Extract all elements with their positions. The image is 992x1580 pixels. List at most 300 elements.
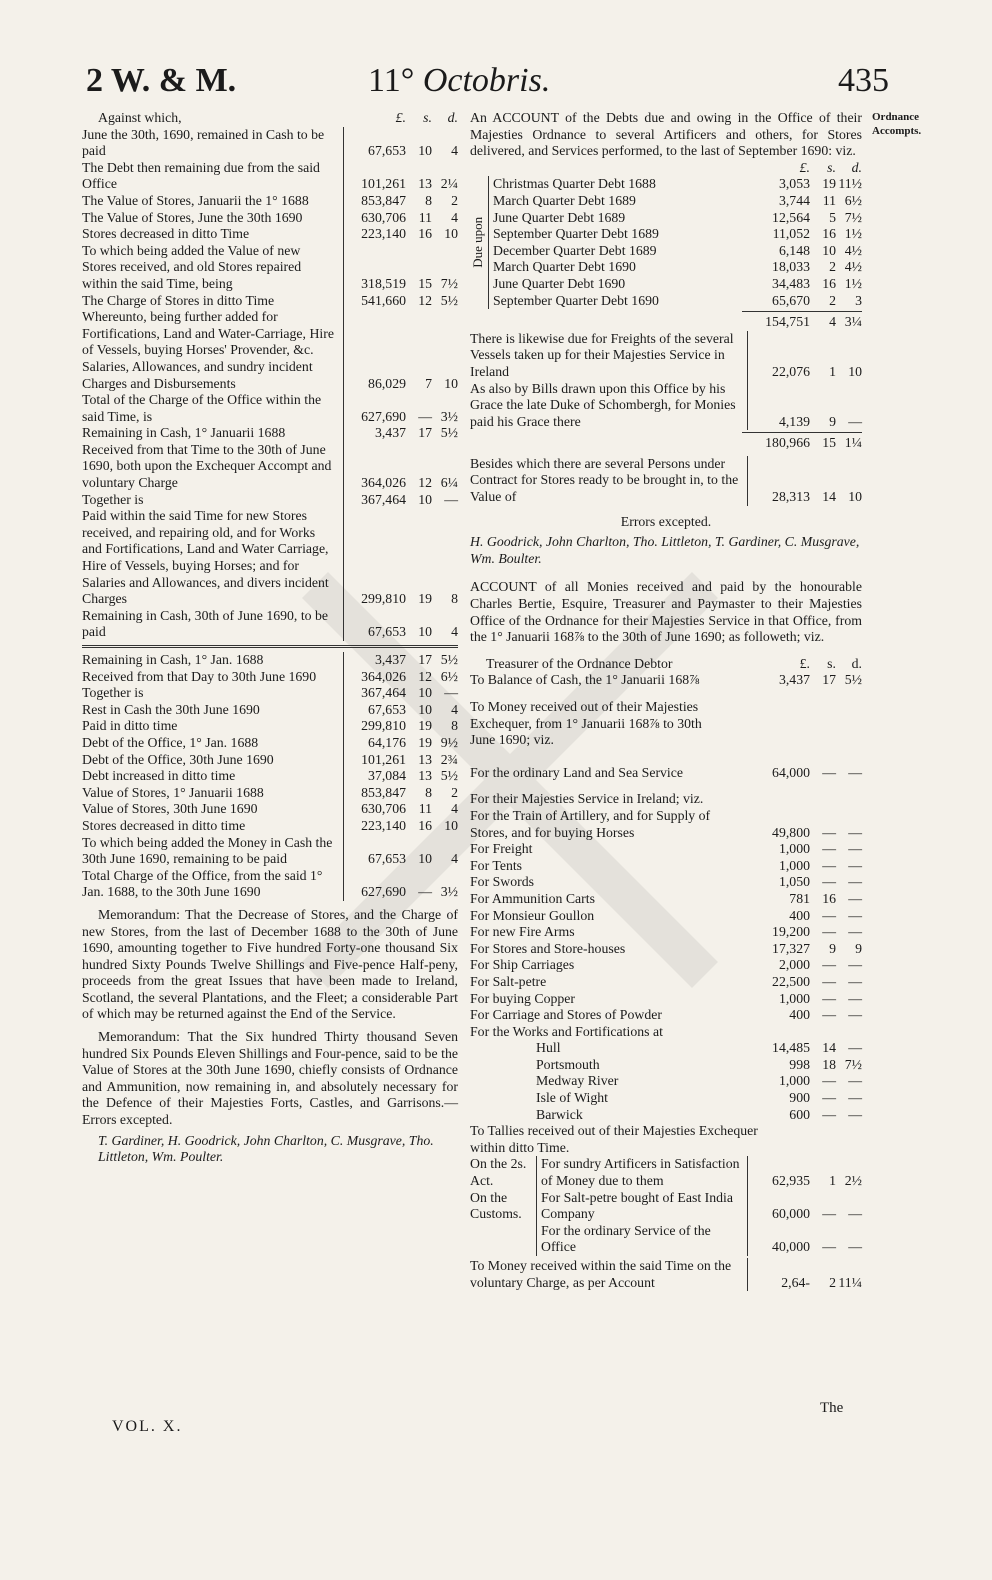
amount-pounds: 1,000	[778, 841, 810, 857]
row-label: Total of the Charge of the Office within the said Time, is	[82, 392, 344, 425]
amount-shillings: 13	[418, 768, 432, 784]
amount-pence: —	[848, 1090, 862, 1106]
row-label: There is likewise due for Freights of the several Vessels taken up for their Majesties Service in Ireland	[470, 331, 748, 381]
amount-shillings: 19	[418, 591, 432, 607]
amount-pence: 1½	[844, 275, 862, 291]
amount-shillings: —	[822, 824, 836, 840]
tally-row	[470, 1156, 862, 1189]
account-title: ACCOUNT of all Monies received and paid by the honourable Charles Bertie, Esquire, Treasurer and Paymaster to their Majesties Office of the Ordnance for their Majesties Service in that Office, from the 1° Januarii 168⅞ to the 30th of June 1690; as followeth; viz.	[470, 579, 862, 645]
row-label: Total Charge of the Office, from the said 1° Jan. 1688, to the 30th June 1690	[82, 868, 344, 901]
amount-pounds: 627,690	[361, 884, 406, 900]
works-row	[470, 1073, 862, 1090]
works-row	[470, 1040, 862, 1057]
col-shillings: s.	[827, 159, 836, 175]
amount-shillings: —	[822, 764, 836, 780]
ireland-row	[470, 891, 862, 908]
amount-pence: 4	[451, 143, 458, 159]
left-rows	[82, 127, 458, 641]
row-label: Paid in ditto time	[82, 718, 344, 735]
amount-pence: —	[848, 957, 862, 973]
amount-pence: —	[848, 973, 862, 989]
amount-pounds: 627,690	[361, 408, 406, 424]
due-upon-label: Due upon	[470, 217, 485, 269]
catchword: The	[820, 1400, 844, 1416]
col-pounds: £.	[799, 159, 810, 175]
amount-shillings: —	[822, 990, 836, 1006]
summary-row	[82, 768, 458, 785]
row-label: For the ordinary Service of the Office	[536, 1223, 748, 1256]
amount-pence: 4	[451, 801, 458, 817]
amount-pounds: 3,437	[778, 672, 810, 688]
amount-shillings: 2	[829, 292, 836, 308]
amount-pence: 11½	[838, 176, 862, 192]
amount-shillings: 4	[829, 314, 836, 330]
account-row	[82, 293, 458, 310]
amount-pence: 3½	[440, 884, 458, 900]
right-column	[470, 110, 862, 1291]
amount-pounds: 4,139	[778, 413, 810, 429]
amount-pence: 7½	[844, 1056, 862, 1072]
amount-pence: —	[848, 907, 862, 923]
amount-shillings: 11	[418, 801, 432, 817]
amount-pence: 8	[451, 591, 458, 607]
row-label: March Quarter Debt 1689	[493, 192, 636, 208]
ireland-row	[470, 957, 862, 974]
amount-pounds: 67,653	[368, 143, 406, 159]
amount-pence: —	[848, 924, 862, 940]
amount-pounds: 86,029	[368, 375, 406, 391]
debt-row	[493, 176, 862, 193]
header-center-num: 11°	[368, 62, 415, 99]
amount-pounds: 67,653	[368, 851, 406, 867]
amount-pounds: 364,026	[361, 668, 406, 684]
amount-pounds: 3,437	[374, 425, 406, 441]
amount-shillings: —	[822, 1206, 836, 1222]
col-pence: d.	[851, 159, 862, 175]
voluntary-row	[470, 1258, 862, 1291]
amount-pounds: 367,464	[361, 491, 406, 507]
col-pounds: £.	[395, 110, 406, 125]
amount-pence: —	[848, 990, 862, 1006]
amount-pence: —	[848, 1007, 862, 1023]
debt-row	[493, 226, 862, 243]
extra-row	[470, 331, 862, 381]
amount-pounds: 2,64-	[781, 1274, 810, 1290]
amount-pence: 1¼	[844, 435, 862, 451]
debt-row	[493, 243, 862, 260]
col-pence: d.	[851, 655, 862, 671]
row-label: For Salt-petre	[470, 973, 547, 989]
row-label: Portsmouth	[536, 1056, 600, 1072]
amount-shillings: 1	[829, 1173, 836, 1189]
amount-pounds: 67,653	[368, 701, 406, 717]
amount-shillings: 12	[418, 475, 432, 491]
volume-label: VOL. X.	[112, 1418, 183, 1435]
amount-pounds: 101,261	[361, 176, 406, 192]
account-row	[82, 127, 458, 160]
amount-pounds: 60,000	[772, 1206, 810, 1222]
row-label: Debt increased in ditto time	[82, 768, 344, 785]
amount-pence: 5½	[440, 652, 458, 667]
summary-row	[82, 685, 458, 702]
account-row	[82, 160, 458, 193]
tally-tag: On the Customs.	[470, 1189, 522, 1222]
amount-pounds: 64,000	[772, 764, 810, 780]
ireland-row	[470, 841, 862, 858]
amount-pence: 5½	[440, 768, 458, 784]
amount-shillings: —	[822, 957, 836, 973]
amount-pounds: 318,519	[361, 275, 406, 291]
margin-note	[872, 110, 921, 138]
account-row	[82, 608, 458, 641]
amount-pence: 7½	[440, 275, 458, 291]
amount-shillings: 11	[418, 209, 432, 225]
amount-shillings: —	[822, 1106, 836, 1122]
amount-pounds: 299,810	[361, 718, 406, 734]
amount-shillings: 7	[425, 375, 432, 391]
amount-pounds: 600	[789, 1106, 810, 1122]
balance-row	[470, 672, 862, 689]
row-label: To which being added the Value of new Stores received, and old Stores repaired within the said Time, being	[82, 243, 344, 293]
summary-row	[82, 801, 458, 818]
row-label: For Stores and Store-houses	[470, 940, 626, 956]
amount-pounds: 3,437	[374, 652, 406, 667]
right-col-heads	[470, 160, 862, 177]
row-label: For Swords	[470, 874, 535, 890]
amount-pence: —	[848, 824, 862, 840]
amount-pounds: 299,810	[361, 591, 406, 607]
row-label: June Quarter Debt 1689	[493, 209, 626, 225]
summary-row	[82, 868, 458, 901]
amount-pounds: 12,564	[772, 209, 810, 225]
amount-shillings: 18	[822, 1056, 836, 1072]
debts-list	[488, 176, 862, 309]
amount-pounds: 17,327	[772, 940, 810, 956]
works-row	[470, 1090, 862, 1107]
amount-shillings: 19	[822, 176, 836, 192]
account-row	[82, 210, 458, 227]
row-label: Together is	[82, 685, 344, 702]
row-label: Debt of the Office, 30th June 1690	[82, 752, 344, 769]
row-label: For new Fire Arms	[470, 924, 575, 940]
row-label: September Quarter Debt 1690	[493, 292, 659, 308]
debt-row	[493, 259, 862, 276]
header-center	[368, 62, 550, 100]
amount-shillings: 9	[829, 413, 836, 429]
amount-pounds: 853,847	[361, 784, 406, 800]
amount-pence: —	[848, 1040, 862, 1056]
amount-shillings: —	[822, 1007, 836, 1023]
summary-row	[82, 669, 458, 686]
amount-shillings: 16	[822, 890, 836, 906]
amount-pounds: 180,966	[765, 435, 810, 451]
header-center-word: Octobris.	[422, 62, 551, 99]
amount-pounds: 1,000	[778, 1073, 810, 1089]
row-label: Medway River	[536, 1073, 619, 1089]
extras-total-row	[470, 435, 862, 452]
amount-pounds: 367,464	[361, 685, 406, 701]
row-label: Received from that Time to the 30th of June 1690, both upon the Exchequer Accompt and voluntary Charge	[82, 442, 344, 492]
amount-pounds: 64,176	[368, 734, 406, 750]
margin-note-line: Accompts.	[872, 125, 922, 137]
amount-pence: 5½	[440, 425, 458, 441]
row-label: September Quarter Debt 1689	[493, 226, 659, 242]
amount-pounds: 28,313	[772, 489, 810, 505]
amount-shillings: —	[822, 1239, 836, 1255]
amount-pence: 3¼	[844, 314, 862, 330]
amount-shillings: 10	[418, 701, 432, 717]
summary-row	[82, 702, 458, 719]
row-label: For Monsieur Goullon	[470, 907, 595, 923]
extras-list	[470, 331, 862, 431]
amount-pence: 3	[855, 292, 862, 308]
amount-pence: 4½	[844, 242, 862, 258]
amount-pounds: 3,744	[778, 192, 810, 208]
double-rule	[82, 645, 458, 648]
ireland-row	[470, 908, 862, 925]
amount-pence: 6¼	[440, 475, 458, 491]
page-number: 435	[838, 62, 889, 99]
summary-row	[82, 718, 458, 735]
amount-pence: 10	[444, 817, 458, 833]
amount-shillings: 16	[418, 817, 432, 833]
amount-pence: 4	[451, 851, 458, 867]
row-label: Barwick	[536, 1106, 583, 1122]
row-label: For Freight	[470, 841, 533, 857]
amount-pounds: 630,706	[361, 801, 406, 817]
amount-shillings: 5	[829, 209, 836, 225]
amount-pence: 5½	[844, 672, 862, 688]
amount-shillings: 11	[822, 192, 836, 208]
amount-pence: —	[848, 1206, 862, 1222]
amount-shillings: —	[822, 841, 836, 857]
debt-row	[493, 276, 862, 293]
left-intro-row	[82, 110, 458, 127]
amount-shillings: —	[822, 924, 836, 940]
amount-shillings: 10	[418, 685, 432, 701]
row-label: Value of Stores, 30th June 1690	[82, 801, 344, 818]
amount-shillings: —	[418, 884, 432, 900]
works-head: For the Works and Fortifications at	[470, 1023, 663, 1039]
amount-pence: 4	[451, 624, 458, 640]
amount-pence: 3½	[440, 408, 458, 424]
row-label: Together is	[82, 492, 344, 509]
amount-pounds: 223,140	[361, 226, 406, 242]
debt-row	[493, 210, 862, 227]
row-label: For Tents	[470, 857, 523, 873]
amount-pence: 10	[848, 489, 862, 505]
amount-shillings: 14	[822, 489, 836, 505]
ireland-list	[470, 808, 862, 1024]
extra-row	[470, 381, 862, 431]
amount-pence: 4	[451, 701, 458, 717]
row-label: Hull	[536, 1040, 561, 1056]
amount-shillings: 16	[822, 275, 836, 291]
amount-pence: 2½	[844, 1173, 862, 1189]
row-label: For the Train of Artillery, and for Supply of Stores, and for buying Horses	[470, 807, 711, 840]
row-label: Christmas Quarter Debt 1688	[493, 176, 656, 192]
amount-pounds: 67,653	[368, 624, 406, 640]
row-label: As also by Bills drawn upon this Office by his Grace the late Duke of Schombergh, for Monies paid his Grace there	[470, 381, 748, 431]
amount-shillings: 16	[418, 226, 432, 242]
money-head: To Money received out of their Majesties Exchequer, from 1° Januarii 168⅞ to 30th June 1690; viz.	[470, 699, 702, 748]
row-label: Value of Stores, 1° Januarii 1688	[82, 785, 344, 802]
amount-shillings: 10	[418, 851, 432, 867]
ordinary-row	[470, 765, 862, 782]
amount-pence: 2¼	[440, 176, 458, 192]
margin-note-line: Ordnance	[872, 111, 920, 123]
row-label: Remaining in Cash, 1° Jan. 1688	[82, 652, 344, 669]
amount-pounds: 65,670	[772, 292, 810, 308]
amount-pounds: 11,052	[772, 226, 810, 242]
summary-row	[82, 652, 458, 669]
ireland-row	[470, 941, 862, 958]
account-row	[82, 425, 458, 442]
row-label: Whereunto, being further added for Fortifications, Land and Water-Carriage, Hire of Vessels, buying Horses' Provender, &c. Salaries, Allowances, and sundry incident Charges and Disbursements	[82, 309, 344, 392]
tallies-list	[470, 1156, 862, 1256]
summary-row	[82, 785, 458, 802]
debtor-head: Treasurer of the Ordnance Debtor	[486, 655, 673, 671]
amount-pounds: 19,200	[772, 924, 810, 940]
amount-pence: —	[848, 874, 862, 890]
amount-shillings: —	[822, 874, 836, 890]
amount-shillings: 12	[418, 292, 432, 308]
amount-pence: —	[848, 890, 862, 906]
right-signers: H. Goodrick, John Charlton, Tho. Littleton, T. Gardiner, C. Musgrave, Wm. Boulter.	[470, 534, 860, 566]
due-upon-block	[470, 176, 862, 309]
left-column	[82, 110, 458, 1166]
amount-shillings: 13	[418, 751, 432, 767]
errors-excepted: Errors excepted.	[620, 513, 712, 529]
amount-pounds: 62,935	[772, 1173, 810, 1189]
amount-pounds: 49,800	[772, 824, 810, 840]
amount-shillings: 19	[418, 718, 432, 734]
amount-pence: 2	[451, 784, 458, 800]
row-label: The Debt then remaining due from the said Office	[82, 160, 344, 193]
amount-shillings: 14	[822, 1040, 836, 1056]
amount-pounds: 998	[789, 1056, 810, 1072]
row-label: For Ammunition Carts	[470, 890, 595, 906]
row-label: For sundry Artificers in Satisfaction of Money due to them	[536, 1156, 748, 1189]
left-signers: T. Gardiner, H. Goodrick, John Charlton, C. Musgrave, Tho. Littleton, Wm. Poulter.	[98, 1132, 434, 1165]
amount-pounds: 40,000	[772, 1239, 810, 1255]
debts-title: An ACCOUNT of the Debts due and owing in the Office of their Majesties Ordnance to several Artificers and others, for Stores delivered, and Services performed, to the last of September 1690: viz.	[470, 110, 862, 159]
amount-shillings: 17	[418, 425, 432, 441]
amount-shillings: 8	[425, 784, 432, 800]
works-row	[470, 1057, 862, 1074]
amount-shillings: —	[822, 1073, 836, 1089]
amount-pence: 2	[451, 192, 458, 208]
amount-pounds: 101,261	[361, 751, 406, 767]
amount-pence: —	[848, 857, 862, 873]
amount-pounds: 781	[789, 890, 810, 906]
amount-shillings: 17	[418, 652, 432, 667]
amount-pence: —	[444, 491, 458, 507]
amount-pounds: 2,000	[778, 957, 810, 973]
amount-pounds: 22,076	[772, 363, 810, 379]
debt-row	[493, 193, 862, 210]
amount-pence: 5½	[440, 292, 458, 308]
amount-pence: 10	[848, 363, 862, 379]
tally-row	[470, 1190, 862, 1223]
row-label: Stores decreased in ditto time	[82, 818, 344, 835]
row-label: For Ship Carriages	[470, 957, 575, 973]
account-row	[82, 309, 458, 392]
amount-pence: 6½	[844, 192, 862, 208]
col-pence: d.	[447, 110, 458, 125]
row-label: June Quarter Debt 1690	[493, 275, 626, 291]
row-label: June the 30th, 1690, remained in Cash to be paid	[82, 127, 344, 160]
row-label: The Value of Stores, June the 30th 1690	[82, 210, 344, 227]
amount-shillings: 10	[418, 491, 432, 507]
row-label: Besides which there are several Persons under Contract for Stores ready to be brought in, to the Value of	[470, 456, 748, 506]
account-row	[82, 492, 458, 509]
amount-shillings: —	[822, 973, 836, 989]
amount-pence: —	[444, 685, 458, 701]
amount-shillings: 15	[822, 435, 836, 451]
amount-pounds: 18,033	[772, 259, 810, 275]
works-list	[470, 1040, 862, 1123]
summary-row	[82, 752, 458, 769]
ireland-row	[470, 874, 862, 891]
amount-shillings: 1	[829, 363, 836, 379]
amount-shillings: 13	[418, 176, 432, 192]
row-label: Stores decreased in ditto Time	[82, 226, 344, 243]
amount-pence: 8	[451, 718, 458, 734]
debtor-head-row	[470, 656, 862, 673]
row-label: The Charge of Stores in ditto Time	[82, 293, 344, 310]
amount-pounds: 22,500	[772, 973, 810, 989]
amount-shillings: 12	[418, 668, 432, 684]
amount-pounds: 400	[789, 1007, 810, 1023]
amount-pence: 9	[855, 940, 862, 956]
account-row	[82, 442, 458, 492]
account-row	[82, 392, 458, 425]
account-row	[82, 243, 458, 293]
row-label: The Value of Stores, Januarii the 1° 1688	[82, 193, 344, 210]
amount-pounds: 400	[789, 907, 810, 923]
row-label: To which being added the Money in Cash the 30th June 1690, remaining to be paid	[82, 835, 344, 868]
row-label: For buying Copper	[470, 990, 576, 1006]
row-label: December Quarter Debt 1689	[493, 242, 657, 258]
amount-pence: 11¼	[838, 1274, 862, 1290]
amount-pounds: 154,751	[765, 314, 810, 330]
amount-shillings: 16	[822, 226, 836, 242]
account-row	[82, 508, 458, 608]
rule	[742, 311, 862, 312]
debt-total-row	[470, 314, 862, 331]
amount-shillings: 10	[418, 624, 432, 640]
amount-pounds: 900	[789, 1090, 810, 1106]
header-left: 2 W. & M.	[86, 62, 237, 99]
amount-pence: —	[848, 764, 862, 780]
works-row	[470, 1107, 862, 1124]
amount-pounds: 37,084	[368, 768, 406, 784]
amount-pounds: 853,847	[361, 192, 406, 208]
amount-pence: —	[848, 841, 862, 857]
amount-pence: 7½	[844, 209, 862, 225]
ireland-row	[470, 1007, 862, 1024]
amount-pence: 1½	[844, 226, 862, 242]
amount-shillings: 17	[822, 672, 836, 688]
account-row	[82, 193, 458, 210]
amount-pence: 6½	[440, 668, 458, 684]
amount-pounds: 364,026	[361, 475, 406, 491]
amount-shillings: 2	[829, 259, 836, 275]
amount-shillings: 2	[829, 1274, 836, 1290]
amount-shillings: —	[822, 907, 836, 923]
memorandum-1: Memorandum: That the Decrease of Stores, and the Charge of new Stores, from the last of December 1688 to the 30th of June 1690, amounting together to Five hundred Forty-one thousand Six hundred Sixty Pounds Twelve Shillings and Five-pence Half-peny, proceeds from the great Issues that have been made to Ireland, Scotland, the several Plantations, and the Fleet; a considerable Part of which may be returned against the End of the Service.	[82, 906, 458, 1022]
